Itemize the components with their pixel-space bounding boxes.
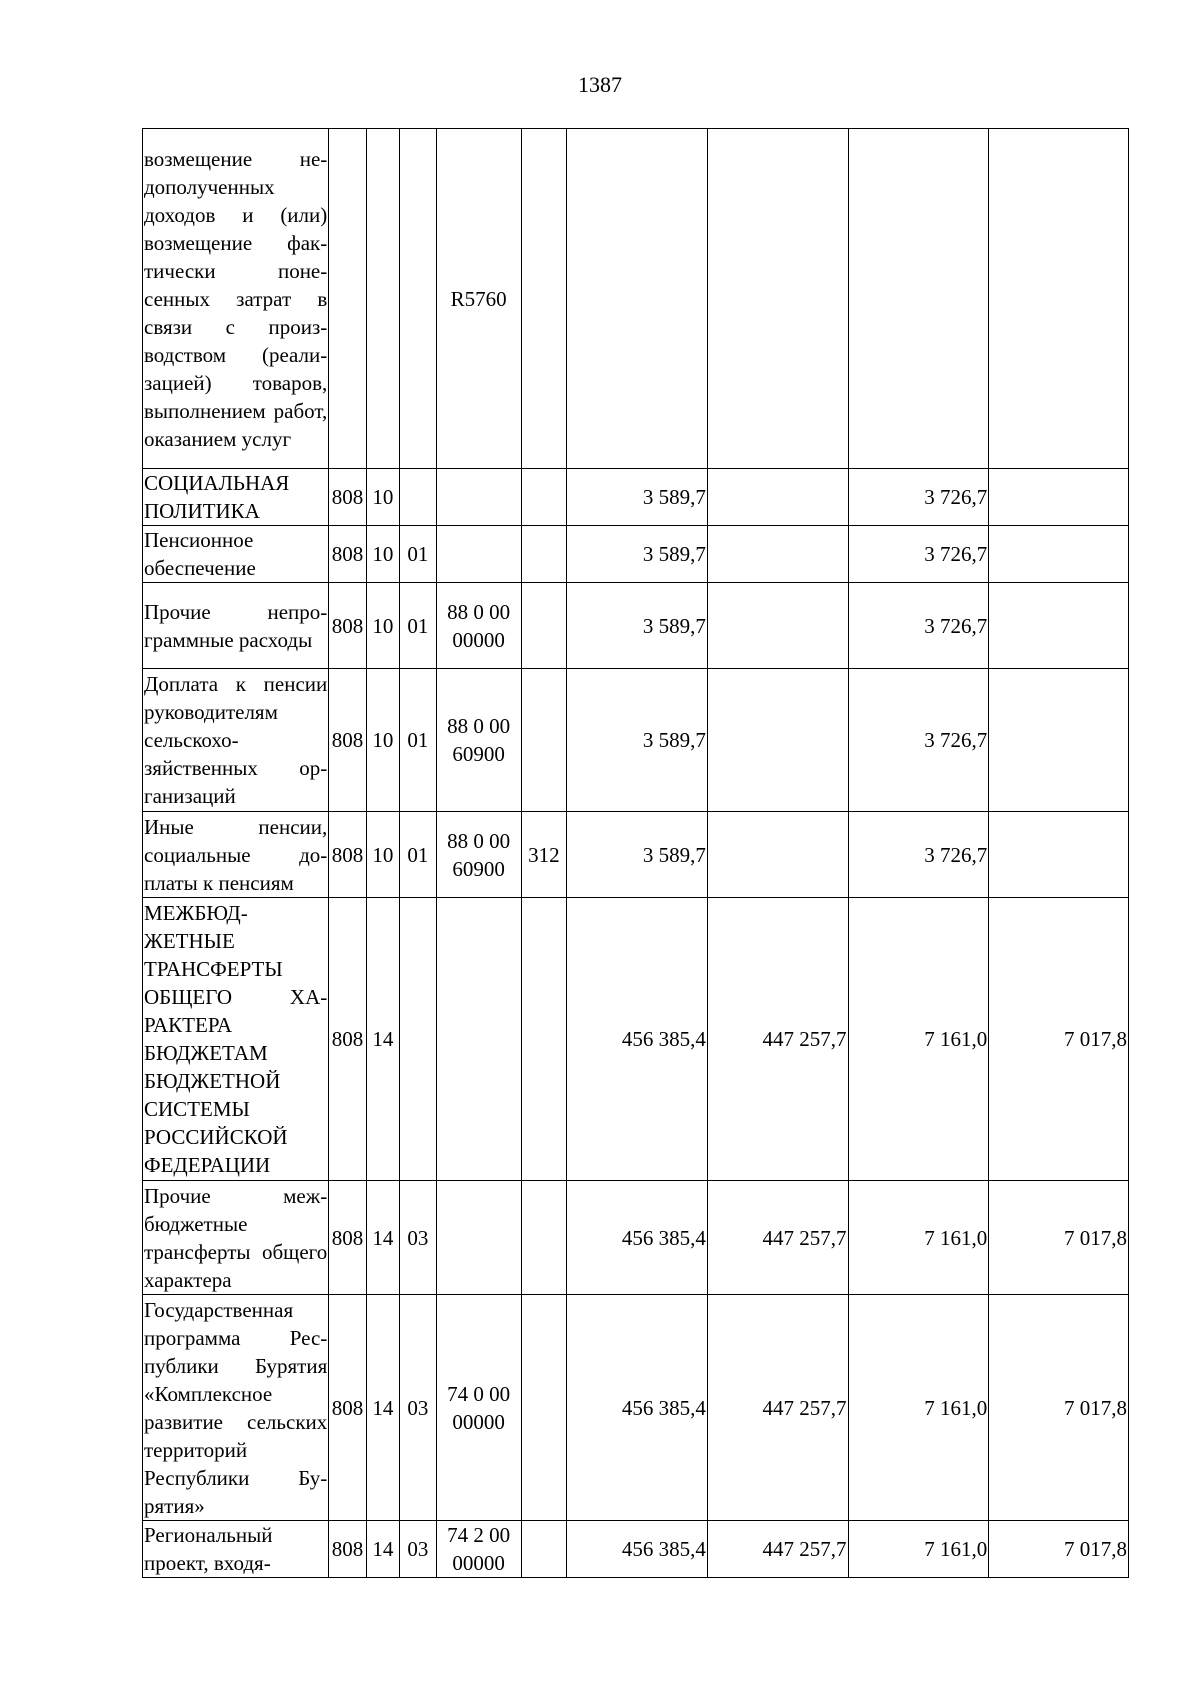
table-row [143, 583, 1129, 669]
sum-cell-2: 447 257,7 [707, 1181, 848, 1295]
sum-cell-1: 456 385,4 [567, 898, 708, 1181]
csr-cell [436, 1181, 521, 1295]
pr-cell: 01 [400, 583, 436, 669]
csr-cell: 88 0 00 60900 [436, 669, 521, 812]
sum-cell-4 [989, 526, 1129, 583]
sum-cell-3: 7 161,0 [848, 898, 989, 1181]
pr-cell: 01 [400, 669, 436, 812]
sum-cell-3: 7 161,0 [848, 1295, 989, 1521]
csr-cell [436, 898, 521, 1181]
pr-cell [400, 129, 436, 469]
vr-cell [521, 526, 567, 583]
row-name-cell: Государственная программа Республики Бурятия «Комплексное развитие сельских территорий Республики Бурятия» [143, 1295, 329, 1521]
rz-cell: 10 [366, 669, 399, 812]
vr-cell [521, 583, 567, 669]
pr-cell: 01 [400, 526, 436, 583]
csr-cell: 88 0 00 60900 [436, 812, 521, 898]
ved-cell: 808 [329, 812, 366, 898]
sum-cell-1: 3 589,7 [567, 583, 708, 669]
sum-cell-4 [989, 812, 1129, 898]
vr-cell [521, 1181, 567, 1295]
table-row [143, 1295, 1129, 1521]
sum-cell-1: 456 385,4 [567, 1181, 708, 1295]
sum-cell-2 [707, 583, 848, 669]
table-row [143, 526, 1129, 583]
vr-cell [521, 129, 567, 469]
row-name-cell: МЕЖБЮДЖЕТНЫЕ ТРАНСФЕРТЫ ОБЩЕГО ХАРАКТЕРА БЮДЖЕТАМ БЮДЖЕТНОЙ СИСТЕМЫ РОССИЙСКОЙ ФЕДЕРАЦИИ [143, 898, 329, 1181]
vr-cell [521, 669, 567, 812]
sum-cell-2 [707, 669, 848, 812]
rz-cell: 10 [366, 526, 399, 583]
row-name-cell: Прочие непрограммные расходы [143, 583, 329, 669]
sum-cell-1 [567, 129, 708, 469]
table-row [143, 669, 1129, 812]
vr-cell [521, 898, 567, 1181]
sum-cell-4 [989, 669, 1129, 812]
ved-cell: 808 [329, 583, 366, 669]
row-name-cell: Доплата к пенсии руководителям сельскохозяйственных организаций [143, 669, 329, 812]
rz-cell: 14 [366, 1521, 399, 1578]
row-name-cell: Региональный проект, входя- [143, 1521, 329, 1578]
sum-cell-1: 456 385,4 [567, 1521, 708, 1578]
rz-cell [366, 129, 399, 469]
rz-cell: 10 [366, 812, 399, 898]
sum-cell-3: 7 161,0 [848, 1181, 989, 1295]
sum-cell-1: 3 589,7 [567, 526, 708, 583]
sum-cell-4: 7 017,8 [989, 898, 1129, 1181]
sum-cell-3: 3 726,7 [848, 669, 989, 812]
sum-cell-4: 7 017,8 [989, 1181, 1129, 1295]
table-row [143, 898, 1129, 1181]
ved-cell: 808 [329, 898, 366, 1181]
ved-cell: 808 [329, 1521, 366, 1578]
rz-cell: 10 [366, 583, 399, 669]
csr-cell: 74 2 00 00000 [436, 1521, 521, 1578]
sum-cell-3: 3 726,7 [848, 583, 989, 669]
csr-cell: 74 0 00 00000 [436, 1295, 521, 1521]
sum-cell-1: 3 589,7 [567, 812, 708, 898]
csr-cell [436, 469, 521, 526]
sum-cell-3 [848, 129, 989, 469]
sum-cell-2 [707, 129, 848, 469]
sum-cell-3: 3 726,7 [848, 812, 989, 898]
table-row [143, 1181, 1129, 1295]
table-row [143, 1521, 1129, 1578]
rz-cell: 14 [366, 898, 399, 1181]
sum-cell-4: 7 017,8 [989, 1295, 1129, 1521]
table-row [143, 129, 1129, 469]
sum-cell-4: 7 017,8 [989, 1521, 1129, 1578]
table-row [143, 469, 1129, 526]
sum-cell-2: 447 257,7 [707, 1295, 848, 1521]
sum-cell-1: 3 589,7 [567, 669, 708, 812]
sum-cell-1: 456 385,4 [567, 1295, 708, 1521]
sum-cell-4 [989, 469, 1129, 526]
table-row [143, 812, 1129, 898]
sum-cell-4 [989, 583, 1129, 669]
ved-cell: 808 [329, 1181, 366, 1295]
csr-cell: 88 0 00 00000 [436, 583, 521, 669]
ved-cell: 808 [329, 526, 366, 583]
row-name-cell: возмещение недополученных доходов и (или) возмещение фактически понесенных затрат в связи с производством (реализацией) товаров, выполнением работ, оказанием услуг [143, 129, 329, 469]
sum-cell-2: 447 257,7 [707, 898, 848, 1181]
pr-cell [400, 898, 436, 1181]
sum-cell-2 [707, 469, 848, 526]
pr-cell: 03 [400, 1521, 436, 1578]
pr-cell: 01 [400, 812, 436, 898]
rz-cell: 10 [366, 469, 399, 526]
rz-cell: 14 [366, 1181, 399, 1295]
sum-cell-2 [707, 812, 848, 898]
budget-table [142, 128, 1129, 1578]
sum-cell-3: 7 161,0 [848, 1521, 989, 1578]
sum-cell-1: 3 589,7 [567, 469, 708, 526]
sum-cell-4 [989, 129, 1129, 469]
pr-cell: 03 [400, 1295, 436, 1521]
pr-cell [400, 469, 436, 526]
vr-cell: 312 [521, 812, 567, 898]
sum-cell-3: 3 726,7 [848, 526, 989, 583]
sum-cell-2 [707, 526, 848, 583]
ved-cell: 808 [329, 469, 366, 526]
vr-cell [521, 1521, 567, 1578]
vr-cell [521, 1295, 567, 1521]
csr-cell [436, 526, 521, 583]
csr-cell: R5760 [436, 129, 521, 469]
sum-cell-2: 447 257,7 [707, 1521, 848, 1578]
ved-cell [329, 129, 366, 469]
row-name-cell: СОЦИАЛЬНАЯ ПОЛИТИКА [143, 469, 329, 526]
rz-cell: 14 [366, 1295, 399, 1521]
pr-cell: 03 [400, 1181, 436, 1295]
row-name-cell: Прочие межбюджетные трансферты общего характера [143, 1181, 329, 1295]
row-name-cell: Пенсионное обеспечение [143, 526, 329, 583]
sum-cell-3: 3 726,7 [848, 469, 989, 526]
page-number: 1387 [578, 72, 622, 97]
vr-cell [521, 469, 567, 526]
row-name-cell: Иные пенсии, социальные доплаты к пенсиям [143, 812, 329, 898]
ved-cell: 808 [329, 669, 366, 812]
ved-cell: 808 [329, 1295, 366, 1521]
